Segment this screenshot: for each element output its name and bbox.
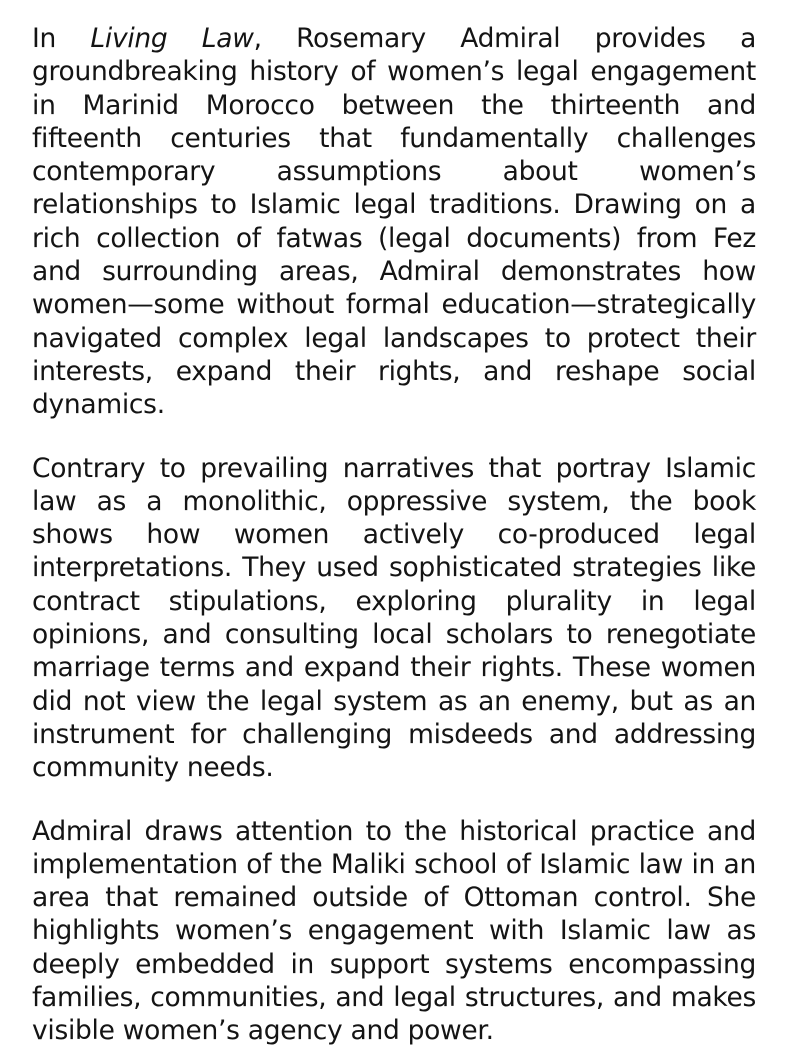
book-description: [32, 22, 756, 1048]
book-title: Living Law: [90, 23, 254, 54]
paragraph-1-lead: In: [32, 23, 91, 54]
paragraph-1: [32, 22, 756, 422]
paragraph-3: Admiral draws attention to the historical practice and implementation of the Maliki school of Islamic law in an area that remained outside of Ottoman control. She highlights women’s engagement with Islamic law as deeply embedded in support systems encompassing families, communities, and legal structures, and makes visible women’s agency and power.: [32, 815, 756, 1047]
paragraph-2: Contrary to prevailing narratives that portray Islamic law as a monolithic, oppressive system, the book shows how women actively co-produced legal interpretations. They used sophisticated strategies like contract stipulations, exploring plurality in legal opinions, and consulting local scholars to renegotiate marriage terms and expand their rights. These women did not view the legal system as an enemy, but as an instrument for challenging misdeeds and addressing community needs.: [32, 452, 756, 784]
paragraph-1-text: , Rosemary Admiral provides a groundbreaking history of women’s legal engagement in Marinid Morocco between the thirteenth and fifteenth centuries that fundamentally challenges contemporary assumptions about women’s relationships to Islamic legal traditions. Drawing on a rich collection of fatwas (legal documents) from Fez and surrounding areas, Admiral demonstrates how women—some without formal education—strategically navigated complex legal landscapes to protect their interests, expand their rights, and reshape social dynamics.: [32, 23, 757, 421]
